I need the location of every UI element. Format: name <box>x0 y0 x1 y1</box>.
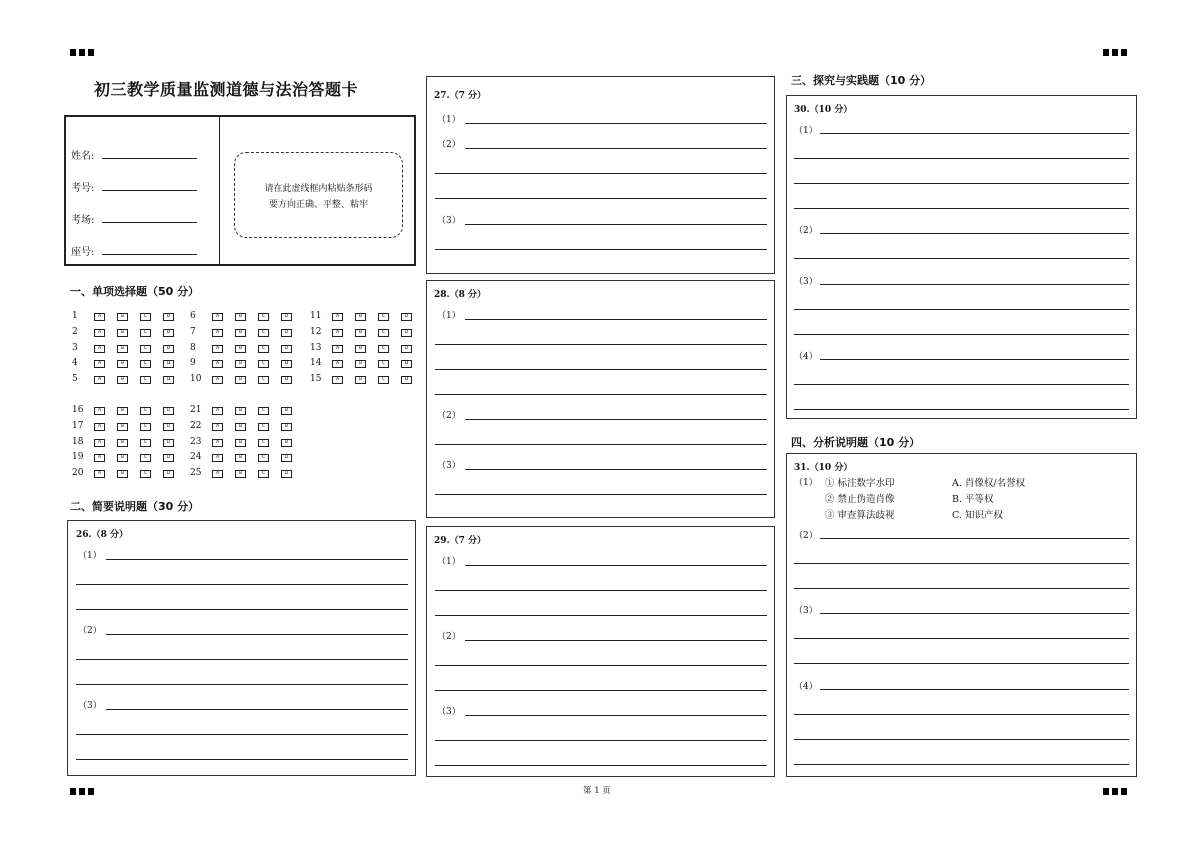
q31-right-item-b: B. 平等权 <box>952 494 994 505</box>
option-bubble[interactable]: D <box>163 407 174 415</box>
name-field[interactable] <box>102 158 197 159</box>
q30-part-1-label: （1） <box>794 126 818 136</box>
q29-answer-line[interactable] <box>465 640 767 641</box>
q30-answer-line[interactable] <box>794 384 1129 385</box>
question-27-box <box>426 76 775 274</box>
q27-answer-line[interactable] <box>435 249 767 250</box>
option-bubble[interactable]: D <box>163 345 174 353</box>
corner-mark-top-right <box>1103 49 1127 56</box>
q29-answer-line[interactable] <box>465 565 767 566</box>
option-bubble[interactable]: C <box>140 376 151 384</box>
option-bubble[interactable]: C <box>378 345 389 353</box>
barcode-area[interactable] <box>234 152 403 238</box>
option-bubble[interactable]: C <box>258 439 269 447</box>
option-bubble[interactable]: A <box>94 470 105 478</box>
q30-part-4-label: （4） <box>794 352 818 362</box>
q29-answer-line[interactable] <box>435 765 767 766</box>
option-bubble[interactable]: B <box>235 470 246 478</box>
corner-mark-top-left <box>70 49 94 56</box>
option-bubble[interactable]: D <box>281 376 292 384</box>
option-bubble[interactable]: D <box>281 407 292 415</box>
option-bubble[interactable]: B <box>117 423 128 431</box>
option-bubble[interactable]: A <box>212 439 223 447</box>
q28-answer-line[interactable] <box>435 369 767 370</box>
page-number: 第 1 页 <box>583 786 611 796</box>
q30-answer-line[interactable] <box>820 359 1129 360</box>
q28-answer-line[interactable] <box>435 494 767 495</box>
q31-answer-line[interactable] <box>794 714 1129 715</box>
q26-answer-line[interactable] <box>76 659 408 660</box>
option-bubble[interactable]: A <box>94 423 105 431</box>
q30-answer-line[interactable] <box>794 309 1129 310</box>
q31-answer-line[interactable] <box>794 638 1129 639</box>
option-bubble[interactable]: A <box>212 329 223 337</box>
q27-answer-line[interactable] <box>435 173 767 174</box>
option-bubble[interactable]: C <box>378 313 389 321</box>
corner-mark-bottom-left <box>70 788 94 795</box>
option-bubble[interactable]: C <box>258 329 269 337</box>
option-bubble[interactable]: A <box>94 454 105 462</box>
option-bubble[interactable]: B <box>235 423 246 431</box>
option-bubble[interactable]: A <box>94 376 105 384</box>
name-label: 姓名: <box>71 151 95 162</box>
option-bubble[interactable]: B <box>235 376 246 384</box>
option-bubble[interactable]: B <box>355 329 366 337</box>
option-bubble[interactable]: C <box>258 345 269 353</box>
q29-part-2-label: （2） <box>437 632 461 642</box>
option-bubble[interactable]: C <box>140 313 151 321</box>
q26-answer-line[interactable] <box>76 684 408 685</box>
question-number: 3 <box>72 343 78 353</box>
question-number: 11 <box>310 311 322 321</box>
option-bubble[interactable]: A <box>212 423 223 431</box>
q26-answer-line[interactable] <box>76 609 408 610</box>
q30-answer-line[interactable] <box>820 133 1129 134</box>
option-bubble[interactable]: C <box>140 439 151 447</box>
question-number: 8 <box>190 343 196 353</box>
q31-answer-line[interactable] <box>794 739 1129 740</box>
question-number: 13 <box>310 343 322 353</box>
q28-part-1-label: （1） <box>437 311 461 321</box>
option-bubble[interactable]: B <box>235 329 246 337</box>
question-number: 5 <box>72 374 78 384</box>
question-number: 7 <box>190 327 196 337</box>
q26-answer-line[interactable] <box>76 759 408 760</box>
option-bubble[interactable]: C <box>378 376 389 384</box>
exam-number-field[interactable] <box>102 190 197 191</box>
page-title: 初三教学质量监测道德与法治答题卡 <box>94 80 359 99</box>
option-bubble[interactable]: C <box>140 423 151 431</box>
student-info-box <box>64 115 416 266</box>
q28-part-3-label: （3） <box>437 461 461 471</box>
q30-answer-line[interactable] <box>794 208 1129 209</box>
q29-answer-line[interactable] <box>465 715 767 716</box>
option-bubble[interactable]: B <box>355 360 366 368</box>
option-bubble[interactable]: B <box>355 345 366 353</box>
question-number: 12 <box>310 327 322 337</box>
q27-part-2-label: （2） <box>437 140 461 150</box>
option-bubble[interactable]: C <box>140 470 151 478</box>
option-bubble[interactable]: D <box>163 376 174 384</box>
q27-part-1-label: （1） <box>437 115 461 125</box>
barcode-instruction-1: 请在此虚线框内粘贴条形码 <box>264 184 373 194</box>
q28-answer-line[interactable] <box>435 444 767 445</box>
question-31-header: 31.（10 分） <box>794 463 853 473</box>
q30-part-3-label: （3） <box>794 277 818 287</box>
option-bubble[interactable]: A <box>94 439 105 447</box>
option-bubble[interactable]: B <box>355 376 366 384</box>
q30-answer-line[interactable] <box>820 233 1129 234</box>
question-number: 25 <box>190 468 202 478</box>
question-number: 17 <box>72 421 84 431</box>
q26-answer-line[interactable] <box>106 559 408 560</box>
section-2-heading: 二、简要说明题（30 分） <box>70 500 200 513</box>
option-bubble[interactable]: D <box>163 360 174 368</box>
option-bubble[interactable]: B <box>117 329 128 337</box>
option-bubble[interactable]: B <box>235 345 246 353</box>
q31-right-item-c: C. 知识产权 <box>952 510 1003 521</box>
q31-answer-line[interactable] <box>794 588 1129 589</box>
question-number: 4 <box>72 358 78 368</box>
q31-answer-line[interactable] <box>820 689 1129 690</box>
option-bubble[interactable]: B <box>235 454 246 462</box>
q27-answer-line[interactable] <box>435 198 767 199</box>
info-divider <box>219 117 220 264</box>
option-bubble[interactable]: A <box>332 313 343 321</box>
q31-part-2-label: （2） <box>794 531 818 541</box>
option-bubble[interactable]: A <box>94 329 105 337</box>
q28-answer-line[interactable] <box>465 469 767 470</box>
option-bubble[interactable]: D <box>281 313 292 321</box>
q31-part-1-label: （1） <box>794 478 818 488</box>
option-bubble[interactable]: D <box>281 470 292 478</box>
q29-answer-line[interactable] <box>435 690 767 691</box>
option-bubble[interactable]: D <box>281 439 292 447</box>
q26-part-2-label: （2） <box>78 626 102 636</box>
option-bubble[interactable]: A <box>212 470 223 478</box>
option-bubble[interactable]: C <box>378 360 389 368</box>
q31-answer-line[interactable] <box>794 563 1129 564</box>
question-number: 15 <box>310 374 322 384</box>
option-bubble[interactable]: D <box>281 329 292 337</box>
q29-part-3-label: （3） <box>437 707 461 717</box>
option-bubble[interactable]: D <box>401 329 412 337</box>
question-number: 24 <box>190 452 202 462</box>
question-number: 6 <box>190 311 196 321</box>
exam-room-label: 考场: <box>71 215 95 226</box>
q27-part-3-label: （3） <box>437 216 461 226</box>
q31-left-item-1: ① 标注数字水印 <box>825 478 895 489</box>
option-bubble[interactable]: C <box>258 470 269 478</box>
q31-answer-line[interactable] <box>820 613 1129 614</box>
q27-answer-line[interactable] <box>465 148 767 149</box>
q30-answer-line[interactable] <box>794 258 1129 259</box>
q30-answer-line[interactable] <box>794 158 1129 159</box>
q30-answer-line[interactable] <box>794 183 1129 184</box>
option-bubble[interactable]: C <box>378 329 389 337</box>
option-bubble[interactable]: B <box>117 313 128 321</box>
option-bubble[interactable]: C <box>140 407 151 415</box>
q31-answer-line[interactable] <box>820 538 1129 539</box>
q31-right-item-a: A. 肖像权/名誉权 <box>952 478 1026 489</box>
q31-part-3-label: （3） <box>794 606 818 616</box>
question-number: 20 <box>72 468 84 478</box>
option-bubble[interactable]: C <box>140 345 151 353</box>
q31-part-4-label: （4） <box>794 682 818 692</box>
q31-answer-line[interactable] <box>794 663 1129 664</box>
question-31-box <box>786 453 1137 777</box>
option-bubble[interactable]: A <box>212 454 223 462</box>
exam-room-field[interactable] <box>102 222 197 223</box>
option-bubble[interactable]: C <box>258 407 269 415</box>
option-bubble[interactable]: C <box>140 329 151 337</box>
q28-answer-line[interactable] <box>465 319 767 320</box>
seat-number-field[interactable] <box>102 254 197 255</box>
option-bubble[interactable]: A <box>332 376 343 384</box>
option-bubble[interactable]: A <box>212 345 223 353</box>
option-bubble[interactable]: A <box>94 313 105 321</box>
option-bubble[interactable]: A <box>332 345 343 353</box>
option-bubble[interactable]: A <box>332 360 343 368</box>
option-bubble[interactable]: A <box>212 360 223 368</box>
exam-number-label: 考号: <box>71 183 95 194</box>
option-bubble[interactable]: A <box>212 376 223 384</box>
option-bubble[interactable]: D <box>281 454 292 462</box>
q26-part-3-label: （3） <box>78 701 102 711</box>
question-26-box <box>67 520 416 776</box>
option-bubble[interactable]: D <box>163 454 174 462</box>
question-29-box <box>426 526 775 777</box>
question-29-header: 29.（7 分） <box>434 536 487 546</box>
q28-answer-line[interactable] <box>435 394 767 395</box>
corner-mark-bottom-right <box>1103 788 1127 795</box>
q29-answer-line[interactable] <box>435 665 767 666</box>
q30-answer-line[interactable] <box>794 409 1129 410</box>
option-bubble[interactable]: A <box>94 345 105 353</box>
option-bubble[interactable]: D <box>163 423 174 431</box>
option-bubble[interactable]: D <box>163 313 174 321</box>
q29-answer-line[interactable] <box>435 740 767 741</box>
q28-answer-line[interactable] <box>465 419 767 420</box>
q30-part-2-label: （2） <box>794 226 818 236</box>
q26-answer-line[interactable] <box>76 734 408 735</box>
option-bubble[interactable]: A <box>212 313 223 321</box>
option-bubble[interactable]: A <box>94 407 105 415</box>
seat-number-label: 座号: <box>71 247 95 258</box>
option-bubble[interactable]: B <box>117 345 128 353</box>
option-bubble[interactable]: D <box>163 439 174 447</box>
question-27-header: 27.（7 分） <box>434 91 487 101</box>
section-1-heading: 一、单项选择题（50 分） <box>70 285 200 298</box>
option-bubble[interactable]: D <box>163 329 174 337</box>
q31-answer-line[interactable] <box>794 764 1129 765</box>
option-bubble[interactable]: D <box>401 360 412 368</box>
question-28-box <box>426 280 775 518</box>
option-bubble[interactable]: B <box>235 439 246 447</box>
q31-left-item-2: ② 禁止伪造肖像 <box>825 494 895 505</box>
question-number: 14 <box>310 358 322 368</box>
question-26-header: 26.（8 分） <box>76 530 129 540</box>
question-number: 22 <box>190 421 202 431</box>
option-bubble[interactable]: A <box>94 360 105 368</box>
option-bubble[interactable]: C <box>258 454 269 462</box>
option-bubble[interactable]: B <box>235 360 246 368</box>
barcode-instruction-2: 要方向正确、平整、粘牢 <box>268 200 368 210</box>
q29-answer-line[interactable] <box>435 615 767 616</box>
option-bubble[interactable]: C <box>140 360 151 368</box>
option-bubble[interactable]: D <box>281 360 292 368</box>
question-number: 18 <box>72 437 84 447</box>
option-bubble[interactable]: D <box>163 470 174 478</box>
option-bubble[interactable]: D <box>281 423 292 431</box>
option-bubble[interactable]: A <box>212 407 223 415</box>
option-bubble[interactable]: B <box>117 439 128 447</box>
q28-answer-line[interactable] <box>435 344 767 345</box>
option-bubble[interactable]: B <box>117 376 128 384</box>
option-bubble[interactable]: B <box>117 454 128 462</box>
option-bubble[interactable]: B <box>355 313 366 321</box>
q26-answer-line[interactable] <box>106 634 408 635</box>
question-number: 21 <box>190 405 202 415</box>
q28-part-2-label: （2） <box>437 411 461 421</box>
q30-answer-line[interactable] <box>794 334 1129 335</box>
q29-part-1-label: （1） <box>437 557 461 567</box>
option-bubble[interactable]: B <box>117 407 128 415</box>
section-4-heading: 四、分析说明题（10 分） <box>791 436 921 449</box>
option-bubble[interactable]: C <box>140 454 151 462</box>
q26-answer-line[interactable] <box>76 584 408 585</box>
option-bubble[interactable]: D <box>401 376 412 384</box>
option-bubble[interactable]: D <box>401 313 412 321</box>
option-bubble[interactable]: C <box>258 376 269 384</box>
option-bubble[interactable]: C <box>258 423 269 431</box>
q29-answer-line[interactable] <box>435 590 767 591</box>
option-bubble[interactable]: B <box>235 313 246 321</box>
question-28-header: 28.（8 分） <box>434 290 487 300</box>
option-bubble[interactable]: D <box>401 345 412 353</box>
q27-answer-line[interactable] <box>465 224 767 225</box>
option-bubble[interactable]: D <box>281 345 292 353</box>
question-number: 16 <box>72 405 84 415</box>
question-number: 1 <box>72 311 78 321</box>
q31-left-item-3: ③ 审查算法歧视 <box>825 510 895 521</box>
option-bubble[interactable]: B <box>117 470 128 478</box>
option-bubble[interactable]: B <box>117 360 128 368</box>
option-bubble[interactable]: C <box>258 360 269 368</box>
question-number: 10 <box>190 374 202 384</box>
q26-part-1-label: （1） <box>78 551 102 561</box>
section-3-heading: 三、探究与实践题（10 分） <box>791 74 932 87</box>
question-number: 2 <box>72 327 78 337</box>
question-number: 9 <box>190 358 196 368</box>
question-30-header: 30.（10 分） <box>794 105 853 115</box>
option-bubble[interactable]: A <box>332 329 343 337</box>
q30-answer-line[interactable] <box>820 284 1129 285</box>
option-bubble[interactable]: C <box>258 313 269 321</box>
question-30-box <box>786 95 1137 419</box>
option-bubble[interactable]: B <box>235 407 246 415</box>
question-number: 19 <box>72 452 84 462</box>
question-number: 23 <box>190 437 202 447</box>
q27-answer-line[interactable] <box>465 123 767 124</box>
q26-answer-line[interactable] <box>106 709 408 710</box>
